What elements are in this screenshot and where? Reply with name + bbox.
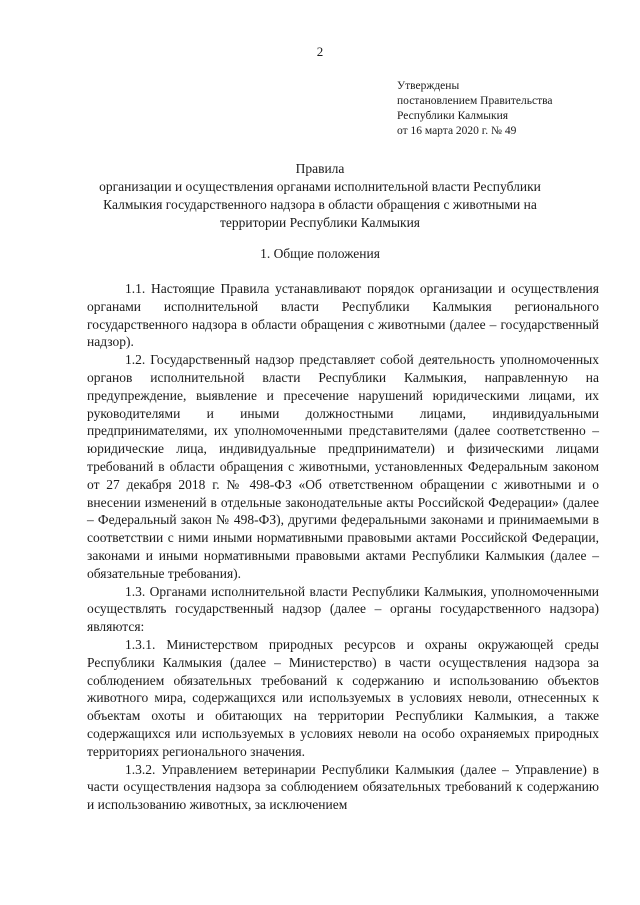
- document-body: [87, 280, 599, 814]
- title-line: Правила: [295, 161, 345, 176]
- paragraph-1-2: 1.2. Государственный надзор представляет собой деятельность уполномоченных органов исполнительной власти Республики Калмыкия, направленную на предупреждение, выявление и пресечение нарушений юридическими лицами, их руководителями и иными должностными лицами, индивидуальными предпринимателями, их уполномоченными представителями (далее соответственно – юридические лица, индивидуальные предприниматели) и физическими лицами требований в области обращения с животными, установленных Федеральным законом от 27 декабря 2018 г. № 498-ФЗ «Об ответственном обращении с животными и о внесении изменений в отдельные законодательные акты Российской Федерации» (далее – Федеральный закон № 498-ФЗ), другими федеральными законами и принимаемыми в соответствии с ними иными нормативными правовыми актами Российской Федерации, законами и иными нормативными правовыми актами Республики Калмыкия (далее – обязательные требования).: [87, 352, 599, 581]
- title-line: территории Республики Калмыкия: [219, 215, 421, 230]
- approval-line: Утверждены: [397, 80, 460, 92]
- section-heading: 1. Общие положения: [260, 246, 380, 261]
- paragraph-1-3: 1.3. Органами исполнительной власти Республики Калмыкия, уполномоченными осуществлять государственный надзор (далее – органы государственного надзора) являются:: [87, 583, 599, 635]
- title-line: Калмыкия государственного надзора в области обращения с животными на: [103, 197, 537, 212]
- page-number: 2: [316, 44, 324, 59]
- document-title: [60, 160, 580, 232]
- approval-line: Республики Калмыкия: [397, 110, 509, 122]
- title-line: организации и осуществления органами исполнительной власти Республики: [99, 179, 541, 194]
- approval-line: постановлением Правительства: [397, 95, 553, 107]
- approval-line: от 16 марта 2020 г. № 49: [397, 125, 517, 137]
- paragraph-1-3-1: 1.3.1. Министерством природных ресурсов и охраны окружающей среды Республики Калмыкия (далее – Министерство) в части осуществления надзора за соблюдением обязательных требований к содержанию и использованию объектов животного мира, содержащихся или используемых в условиях неволи, отнесенных к объектам охоты и обитающих на территории Республики Калмыкия, а также содержащихся или используемых в условиях неволи на особо охраняемых природных территориях регионального значения.: [87, 636, 599, 759]
- approval-stamp: [397, 79, 553, 139]
- paragraph-1-1: 1.1. Настоящие Правила устанавливают порядок организации и осуществления органами исполнительной власти Республики Калмыкия регионального государственного надзора в области обращения с животными (далее – государственный надзор).: [87, 281, 599, 350]
- paragraph-1-3-2: 1.3.2. Управлением ветеринарии Республики Калмыкия (далее – Управление) в части осуществления надзора за соблюдением обязательных требований к содержанию и использованию животных, за исключением: [87, 761, 599, 813]
